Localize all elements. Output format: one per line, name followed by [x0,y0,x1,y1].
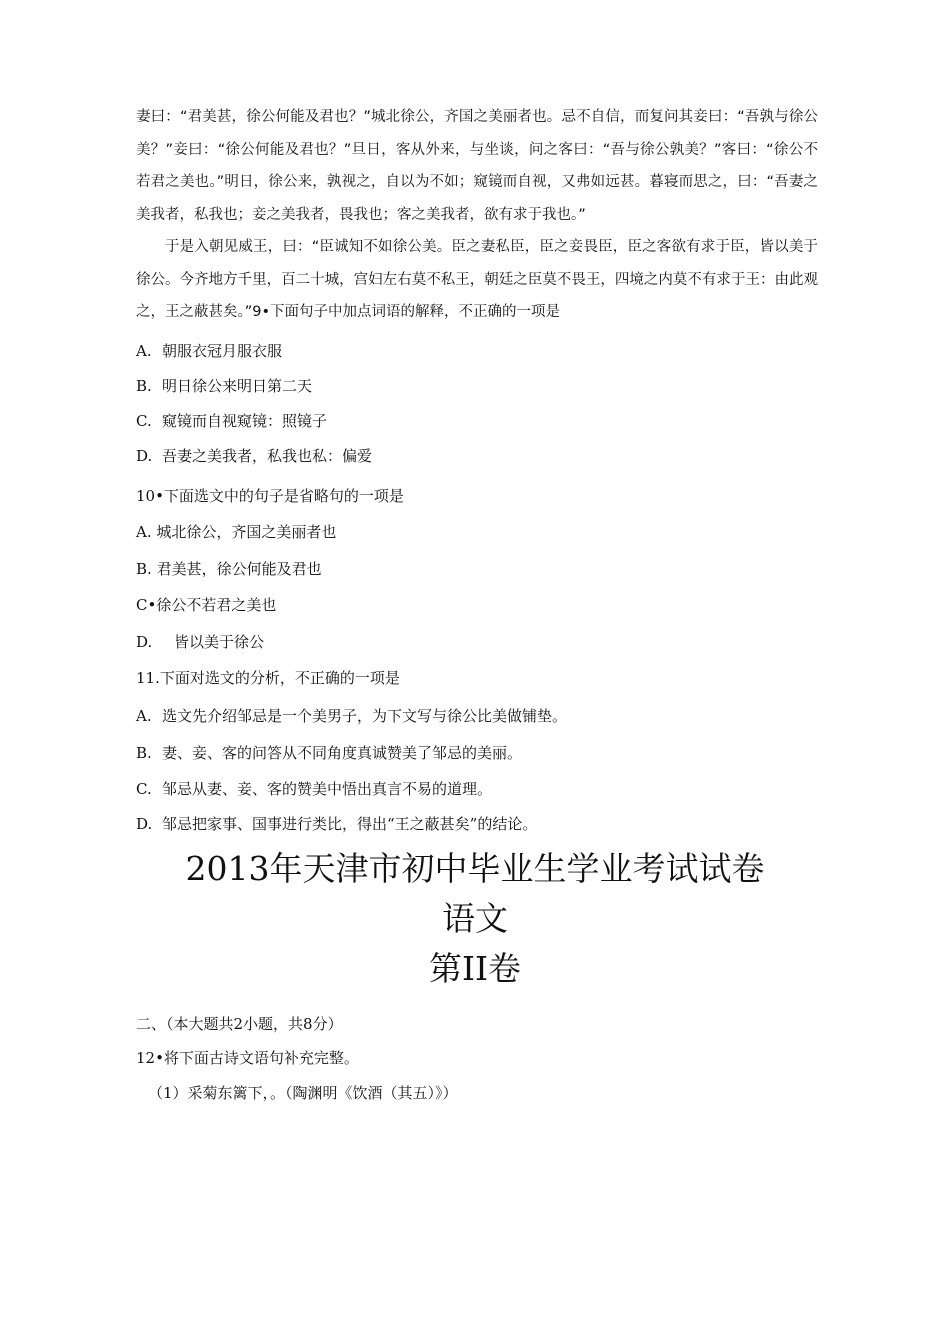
option-letter: A. [136,707,152,725]
option-text: 邹忌从妻、妾、客的赞美中悟出真言不易的道理。 [162,780,493,798]
exam-volume: 第II卷 [428,949,522,988]
q12-stem: 12•将下面古诗文语句补充完整。 [136,1049,359,1067]
option-text: 君美甚，徐公何能及君也 [156,560,322,578]
option-letter: D. [136,447,153,465]
option-text: 妻、妾、客的问答从不同角度真诚赞美了邹忌的美丽。 [162,744,523,762]
option-text: 明日徐公来明日第二天 [162,377,313,395]
q9-option-c [136,410,327,431]
option-text: 窥镜而自视窥镜：照镜子 [162,412,328,430]
option-letter: B. [136,560,152,578]
exam-title: 2013年天津市初中毕业生学业考试试卷 [185,849,765,888]
q11-option-a [136,705,567,726]
exam-subject: 语文 [442,899,508,938]
option-text: 皆以美于徐公 [174,633,265,651]
q12-item-1: （1）采菊东篱下，。（陶渊明《饮酒（其五）》） [148,1084,458,1102]
q11-option-b [136,742,522,763]
option-text: 朝服衣冠月服衣服 [162,342,283,360]
passage-text [136,101,818,329]
q10-option-c [136,594,276,615]
q10-option-b [136,558,322,579]
passage-paragraph-1: 妻曰：“君美甚，徐公何能及君也？”城北徐公，齐国之美丽者也。忌不自信，而复问其妾曰：“吾孰与徐公美？”妾曰：“徐公何能及君也？”旦日，客从外来，与坐谈，问之客曰：“吾与徐公孰美？”客曰：“徐公不若君之美也。”明日，徐公来，孰视之，自以为不如；窥镜而自视，又弗如远甚。暮寝而思之，曰：“吾妻之美我者，私我也；妾之美我者，畏我也；客之美我者，欲有求于我也。” [136,109,818,223]
option-letter: C• [136,596,157,614]
q9-option-d [136,445,372,466]
q11-option-d [136,813,537,834]
option-letter: D. [136,815,153,833]
q9-option-a [136,340,282,361]
q11-stem: 11.下面对选文的分析，不正确的一项是 [136,669,400,687]
passage-paragraph-2: 于是入朝见威王，曰：“臣诚知不如徐公美。臣之妻私臣，臣之妾畏臣，臣之客欲有求于臣，皆以美于徐公。今齐地方千里，百二十城，宫妇左右莫不私王，朝廷之臣莫不畏王，四境之内莫不有求于王：由此观之，王之蔽甚矣。”9•下面句子中加点词语的解释，不正确的一项是 [136,239,818,320]
q11-option-c [136,778,492,799]
section-2-heading: 二、（本大题共2小题，共8分） [136,1015,343,1033]
option-letter: D. [136,633,153,651]
option-text: 邹忌把家事、国事进行类比，得出“王之蔽甚矣”的结论。 [162,815,538,833]
q9-option-b [136,375,312,396]
option-letter: C. [136,780,152,798]
option-text: 吾妻之美我者，私我也私：偏爱 [162,447,373,465]
q10-option-a [136,521,336,542]
option-letter: A. [136,523,152,541]
option-letter: B. [136,377,152,395]
q10-stem: 10•下面选文中的句子是省略句的一项是 [136,487,404,505]
option-letter: A. [136,342,152,360]
option-letter: B. [136,744,152,762]
option-text: 徐公不若君之美也 [156,596,277,614]
q10-option-d [136,631,264,652]
option-text: 选文先介绍邹忌是一个美男子，为下文写与徐公比美做铺垫。 [162,707,568,725]
option-letter: C. [136,412,152,430]
option-text: 城北徐公，齐国之美丽者也 [156,523,337,541]
